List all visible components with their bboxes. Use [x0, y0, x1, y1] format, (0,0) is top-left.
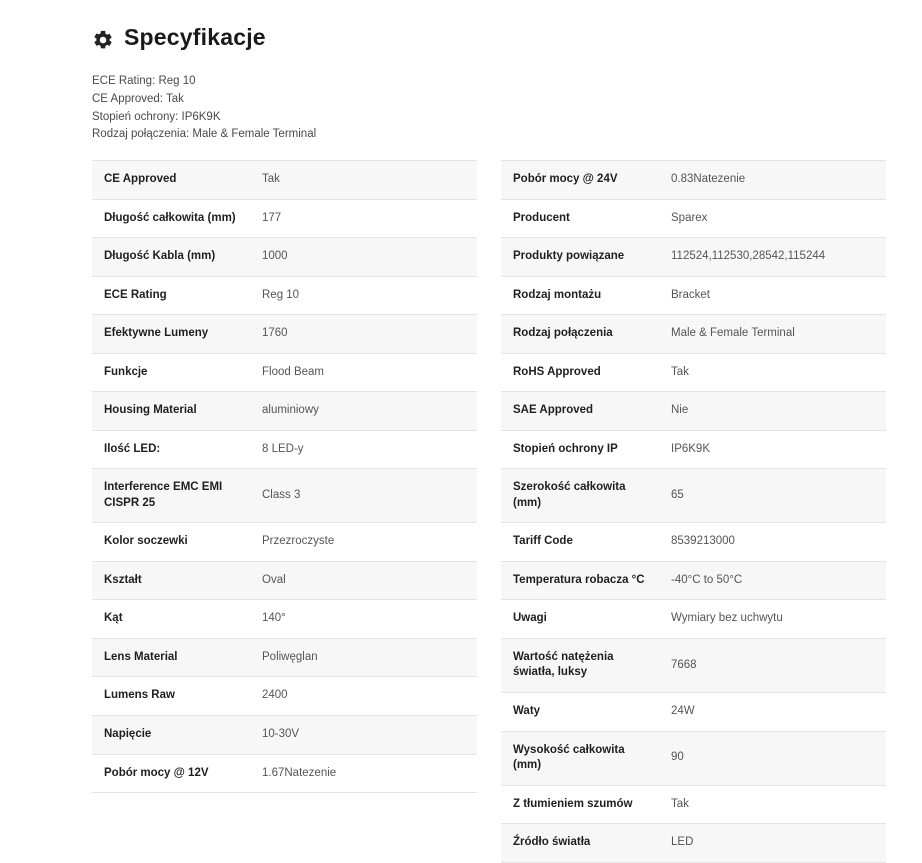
spec-key: Długość Kabla (mm) — [104, 250, 216, 263]
table-row — [92, 561, 477, 600]
spec-value: 1760 — [262, 327, 288, 340]
spec-value: 90 — [671, 751, 684, 764]
table-row — [501, 731, 886, 785]
table-row — [92, 754, 477, 793]
spec-value: 0.83Natezenie — [671, 173, 746, 186]
spec-key: SAE Approved — [513, 404, 594, 417]
spec-value: Przezroczyste — [262, 535, 335, 548]
spec-key: Kształt — [104, 573, 142, 586]
intro-line-ip-rating: Stopień ochrony: IP6K9K — [92, 110, 221, 123]
intro-line-connection-type: Rodzaj połączenia: Male & Female Terminal — [92, 128, 317, 141]
table-row — [501, 824, 886, 863]
spec-key: Produkty powiązane — [513, 250, 625, 263]
intro-line-ece-rating: ECE Rating: Reg 10 — [92, 75, 196, 87]
spec-key: Ilość LED: — [104, 442, 161, 455]
table-row — [92, 238, 477, 277]
table-row — [92, 276, 477, 315]
spec-key: Szerokość całkowita (mm) — [513, 481, 626, 509]
spec-value: Poliwęglan — [262, 650, 318, 663]
spec-key: RoHS Approved — [513, 365, 601, 378]
table-row — [92, 430, 477, 469]
table-row — [501, 161, 886, 200]
table-row — [92, 353, 477, 392]
spec-key: Producent — [513, 211, 570, 224]
table-row — [92, 199, 477, 238]
table-row — [501, 315, 886, 354]
spec-key: Pobór mocy @ 24V — [513, 173, 618, 186]
table-row — [501, 392, 886, 431]
spec-value: 112524,112530,28542,115244 — [671, 250, 826, 263]
spec-value: 8 LED-y — [262, 442, 304, 455]
spec-key: ECE Rating — [104, 288, 167, 301]
spec-value: Sparex — [671, 211, 708, 224]
spec-key: Efektywne Lumeny — [104, 327, 209, 340]
table-row — [501, 469, 886, 523]
spec-value: Bracket — [671, 288, 710, 301]
spec-value: 1000 — [262, 250, 288, 263]
spec-value: 1.67Natezenie — [262, 766, 337, 779]
spec-value: 65 — [671, 489, 684, 502]
table-row — [92, 638, 477, 677]
table-row — [501, 523, 886, 562]
spec-key: Źródło światła — [513, 836, 591, 849]
table-row — [92, 677, 477, 716]
spec-key: Waty — [513, 704, 541, 717]
spec-key: Housing Material — [104, 404, 197, 417]
gear-icon — [92, 29, 114, 51]
spec-key: Napięcie — [104, 727, 152, 740]
table-row — [501, 430, 886, 469]
left-column — [92, 160, 477, 793]
spec-value: 24W — [671, 704, 695, 717]
right-column — [501, 160, 886, 862]
spec-key: Funkcje — [104, 365, 148, 378]
spec-key: Lens Material — [104, 650, 178, 663]
spec-value: LED — [671, 836, 694, 849]
spec-key: Tariff Code — [513, 535, 573, 548]
spec-value: IP6K9K — [671, 442, 710, 455]
spec-value: Flood Beam — [262, 365, 325, 378]
table-row — [92, 469, 477, 523]
spec-key: Stopień ochrony IP — [513, 442, 618, 455]
spec-value: Male & Female Terminal — [671, 327, 795, 340]
table-row — [92, 392, 477, 431]
spec-key: Interference EMC EMI CISPR 25 — [104, 481, 223, 509]
spec-value: Class 3 — [262, 489, 301, 502]
spec-value: Wymiary bez uchwytu — [671, 612, 783, 625]
spec-value: 8539213000 — [671, 535, 735, 548]
spec-value: Tak — [262, 173, 280, 186]
page-header — [0, 0, 922, 51]
spec-key: CE Approved — [104, 173, 177, 186]
spec-value: Nie — [671, 404, 689, 417]
spec-key: Rodzaj połączenia — [513, 327, 613, 340]
spec-key: Temperatura robacza °C — [513, 573, 645, 586]
spec-value: aluminiowy — [262, 404, 319, 417]
spec-value: 177 — [262, 211, 282, 224]
spec-value: 140° — [262, 612, 286, 625]
spec-value: 10-30V — [262, 727, 300, 740]
specifications-tables — [0, 144, 922, 862]
table-row — [501, 561, 886, 600]
intro-summary — [0, 51, 922, 144]
spec-key: Uwagi — [513, 612, 547, 625]
table-row — [501, 238, 886, 277]
table-row — [501, 199, 886, 238]
spec-key: Kąt — [104, 612, 123, 625]
table-row — [501, 600, 886, 639]
spec-value: Reg 10 — [262, 288, 300, 301]
spec-key: Pobór mocy @ 12V — [104, 766, 209, 779]
table-row — [92, 161, 477, 200]
spec-value: 2400 — [262, 689, 288, 702]
table-row — [501, 638, 886, 692]
table-row — [501, 785, 886, 824]
spec-value: 7668 — [671, 658, 697, 671]
table-row — [501, 353, 886, 392]
spec-value: -40°C to 50°C — [671, 573, 743, 586]
table-row — [92, 315, 477, 354]
spec-key: Wysokość całkowita (mm) — [513, 743, 625, 772]
table-row — [92, 715, 477, 754]
page-title: Specyfikacje — [124, 24, 266, 50]
spec-value: Oval — [262, 573, 286, 586]
spec-key: Wartość natężenia światła, luksy — [513, 650, 614, 679]
spec-key: Kolor soczewki — [104, 535, 188, 548]
spec-key: Lumens Raw — [104, 689, 175, 702]
spec-key: Długość całkowita (mm) — [104, 211, 236, 224]
table-row — [501, 276, 886, 315]
table-row — [92, 600, 477, 639]
spec-table-right — [501, 160, 886, 862]
spec-key: Rodzaj montażu — [513, 288, 602, 301]
table-row — [501, 692, 886, 731]
spec-value: Tak — [671, 797, 689, 810]
table-row — [92, 523, 477, 562]
spec-key: Z tłumieniem szumów — [513, 797, 633, 810]
spec-value: Tak — [671, 365, 689, 378]
spec-table-left — [92, 160, 477, 793]
intro-line-ce-approved: CE Approved: Tak — [92, 92, 184, 105]
